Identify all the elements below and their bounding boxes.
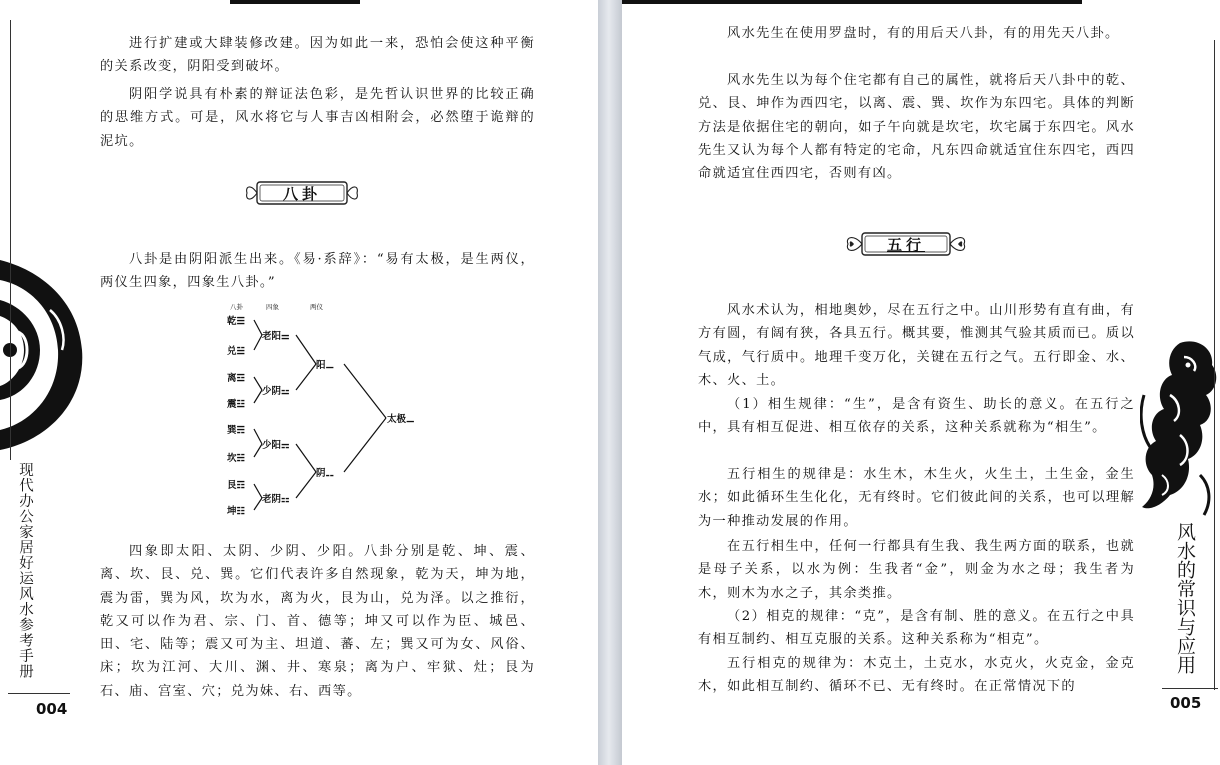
top-bar [230, 0, 360, 4]
paragraph: 风水先生在使用罗盘时，有的用后天八卦，有的用先天八卦。 [727, 26, 1120, 41]
bagua-diagram [226, 302, 446, 527]
margin-line [1214, 40, 1215, 690]
paragraph: 五行相生的规律是：水生木，木生火，火生土，土生金，金生水；如此循环生生化化，无有终时。它们彼此间的关系，也可以理解为一种推动发展的作用。 [698, 467, 1135, 529]
two-mode-label: 阴⚋ [316, 468, 335, 479]
section-badge-wuxing [842, 229, 970, 259]
diagram-header: 八卦 [230, 303, 243, 311]
right-page [622, 0, 1220, 765]
paragraph: 进行扩建或大肆装修改建。因为如此一来，恐怕会使这种平衡的关系改变，阴阳受到破坏。 [100, 36, 535, 75]
two-mode-label: 阳⚊ [316, 360, 335, 371]
side-title: 现代办公家居好运风水参考手册 [17, 462, 33, 679]
paragraph: 风水术认为，相地奥妙，尽在五行之中。山川形势有直有曲，有方有圆，有阔有狭，各具五行。概其要，惟测其气验其质而已。质以气成，气行质中。地理千变万化，关键在五行之气。五行即金、水、木、火、土。 [698, 303, 1135, 388]
section-badge-bagua [243, 178, 361, 208]
book-gutter [598, 0, 622, 765]
left-page [0, 0, 598, 765]
qilin-ornament-icon [1140, 335, 1220, 520]
page-number: 005 [1170, 694, 1202, 712]
trigram-label: 震☳ [227, 399, 246, 410]
paragraph: （2）相克的规律：“克”，是含有制、胜的意义。在五行之中具有相互制约、相互克服的关系。这种关系称为“相克”。 [698, 609, 1135, 648]
trigram-label: 离☲ [227, 373, 246, 384]
four-image-label: 老阳⚌ [262, 331, 290, 342]
side-title: 风水的常识与应用 [1174, 522, 1196, 674]
four-image-label: 少阳⚎ [262, 440, 290, 451]
paragraph: 阴阳学说具有朴素的辩证法色彩，是先哲认识世界的比较正确的思维方式。可是，风水将它与人事吉凶相附会，必然堕于诡辩的泥坑。 [100, 87, 535, 149]
section-title: 八卦 [282, 185, 321, 203]
page-number-rule [1162, 688, 1218, 689]
trigram-label: 兑☱ [227, 346, 246, 357]
four-image-label: 老阴⚏ [262, 494, 290, 505]
paragraph: 在五行相生中，任何一行都具有生我、我生两方面的联系，也就是母子关系，以水为例：生我者“金”，则金为水之母；我生者为木，则木为水之子，其余类推。 [698, 539, 1135, 601]
trigram-label: 艮☶ [227, 480, 246, 491]
paragraph: 八卦是由阴阳派生出来。《易·系辞》：“易有太极，是生两仪，两仪生四象，四象生八卦。” [100, 252, 535, 291]
trigram-label: 坤☷ [227, 506, 246, 517]
paragraph: 四象即太阳、太阴、少阴、少阳。八卦分别是乾、坤、震、离、坎、艮、兑、巽。它们代表许多自然现象，乾为天，坤为地，震为雷，巽为风，坎为水，离为火，艮为山，兑为泽。以之推衍，乾又可以作为君、宗、门、首、德等；坤又可以作为臣、城邑、田、宅、陆等；震又可为主、坦道、蕃、左；巽又可为女、风俗、床；坎为江河、大川、渊、井、寒泉；离为户、牢狱、灶；艮为石、庙、宫室、穴；兑为妹、右、西等。 [100, 544, 535, 699]
cloud-ornament-icon [0, 250, 92, 460]
page-number: 004 [36, 700, 68, 718]
trigram-label: 坎☵ [227, 453, 246, 464]
four-image-label: 少阴⚍ [262, 386, 290, 397]
paragraph: 风水先生以为每个住宅都有自己的属性，就将后天八卦中的乾、兑、艮、坤作为西四宅，以离、震、巽、坎作为东四宅。具体的判断方法是依据住宅的朝向，如子午向就是坎宅，坎宅属于东四宅。风水先生又认为每个人都有特定的宅命，凡东四命就适宜住东四宅，西四命就适宜住西四宅，否则有凶。 [698, 73, 1135, 182]
diagram-header: 四象 [266, 303, 279, 311]
paragraph: （1）相生规律：“生”，是含有资生、助长的意义。在五行之中，具有相互促进、相互依存的关系，这种关系就称为“相生”。 [698, 397, 1135, 436]
diagram-header: 两仪 [310, 303, 323, 311]
page-number-rule [8, 693, 70, 694]
top-bar [622, 0, 1082, 4]
margin-line [10, 20, 11, 460]
section-title: 五行 [886, 236, 925, 254]
paragraph: 五行相克的规律为：木克土，土克水，水克火，火克金，金克木，如此相互制约、循环不已、无有终时。在正常情况下的 [698, 656, 1135, 695]
trigram-label: 巽☴ [227, 425, 246, 436]
supreme-ultimate-label: 太极⚊ [387, 414, 415, 425]
trigram-label: 乾☰ [227, 316, 246, 327]
